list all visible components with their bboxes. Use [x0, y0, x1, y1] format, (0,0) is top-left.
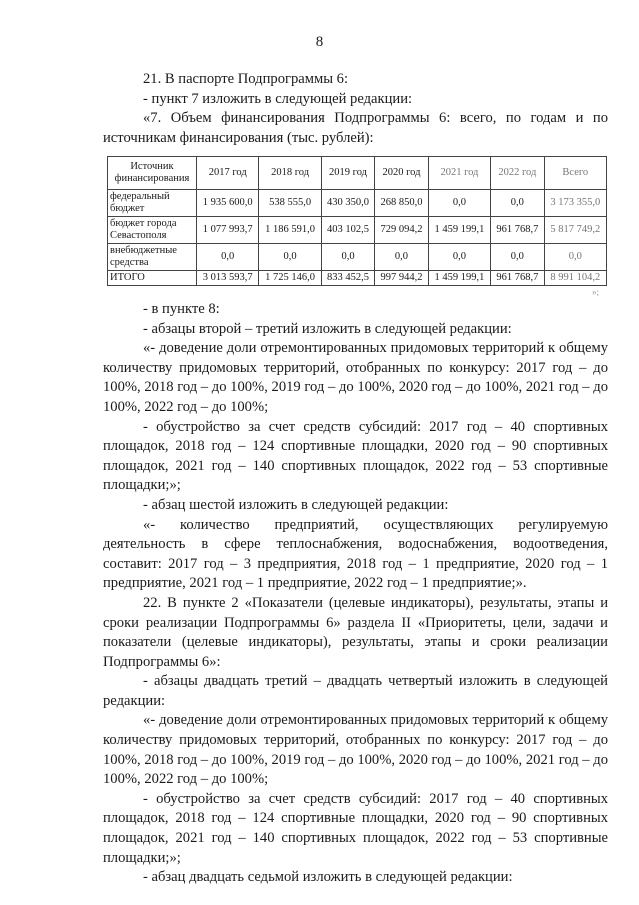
table-cell: 403 102,5 — [321, 217, 374, 244]
paragraph: - в пункте 8: — [143, 301, 220, 317]
intro-block — [103, 70, 608, 148]
table-cell: 538 555,0 — [259, 190, 321, 217]
paragraph: - обустройство за счет средств субсидий: 2017 год – 40 спортивных площадок, 2018 год – 124 спортивные площадки, 2020 год – 90 спортивных площадок, 2021 год – 140 спортивных площадок, 2022 год – 53 спортивные площадки;»; — [103, 418, 608, 494]
header-cell: Источник финансирования — [108, 157, 197, 190]
body-text — [103, 300, 608, 888]
table-cell: 0,0 — [428, 244, 490, 271]
paragraph: - обустройство за счет средств субсидий: 2017 год – 40 спортивных площадок, 2018 год – 124 спортивные площадки, 2020 год – 90 спортивных площадок, 2021 год – 140 спортивных площадок, 2022 год – 53 спортивные площадки;»; — [103, 790, 608, 866]
table-cell: 0,0 — [197, 244, 259, 271]
table-header-row — [108, 157, 607, 190]
table-cell: 430 350,0 — [321, 190, 374, 217]
table-row — [108, 190, 607, 217]
row-label: ИТОГО — [108, 271, 197, 286]
header-cell: Всего — [544, 157, 606, 190]
table-cell: 0,0 — [491, 244, 544, 271]
header-cell: 2018 год — [259, 157, 321, 190]
table-cell: 268 850,0 — [375, 190, 428, 217]
header-cell: 2020 год — [375, 157, 428, 190]
paragraph: «- доведение доли отремонтированных придомовых территорий к общему количеству придомовых территорий, отобранных по конкурсу: 2017 год – до 100%, 2018 год – до 100%, 2019 год – до 100%, 2020 год – до 100%, 2021 год – до 100%, 2022 год – до 100%; — [103, 340, 608, 415]
table-cell: 729 094,2 — [375, 217, 428, 244]
row-label: бюджет города Севастополя — [108, 217, 197, 244]
table-cell: 1 186 591,0 — [259, 217, 321, 244]
table-cell: 0,0 — [321, 244, 374, 271]
table-cell: 833 452,5 — [321, 271, 374, 286]
table-closing-mark: »; — [592, 287, 600, 297]
table-cell: 1 077 993,7 — [197, 217, 259, 244]
intro-line: 21. В паспорте Подпрограммы 6: — [143, 71, 349, 87]
table-cell: 3 013 593,7 — [197, 271, 259, 286]
table-row — [108, 217, 607, 244]
row-label: федеральный бюджет — [108, 190, 197, 217]
table-cell: 1 459 199,1 — [428, 271, 490, 286]
header-cell: 2019 год — [321, 157, 374, 190]
table-row — [108, 244, 607, 271]
table-cell: 1 935 600,0 — [197, 190, 259, 217]
table-cell: 0,0 — [544, 244, 606, 271]
table-cell: 5 817 749,2 — [544, 217, 606, 244]
table-cell: 997 944,2 — [375, 271, 428, 286]
intro-line: «7. Объем финансирования Подпрограммы 6: всего, по годам и по источникам финансирования (тыс. рублей): — [103, 110, 608, 146]
row-label: внебюджетные средства — [108, 244, 197, 271]
paragraph: - абзацы двадцать третий – двадцать четвертый изложить в следующей редакции: — [103, 673, 608, 709]
header-cell: 2022 год — [491, 157, 544, 190]
header-cell: 2021 год — [428, 157, 490, 190]
table-row — [108, 271, 607, 286]
financing-table — [107, 156, 607, 286]
table-cell: 0,0 — [375, 244, 428, 271]
paragraph: 22. В пункте 2 «Показатели (целевые индикаторы), результаты, этапы и сроки реализации Подпрограммы 6» раздела II «Приоритеты, цели, задачи и показатели (целевые индикаторы), результаты, этапы и сроки реализации Подпрограммы 6»: — [103, 594, 608, 670]
table-cell: 0,0 — [491, 190, 544, 217]
paragraph: - абзац шестой изложить в следующей редакции: — [143, 496, 449, 513]
table-cell: 1 459 199,1 — [428, 217, 490, 244]
table-cell: 0,0 — [428, 190, 490, 217]
table-cell: 3 173 355,0 — [544, 190, 606, 217]
intro-line: - пункт 7 изложить в следующей редакции: — [143, 90, 413, 107]
table-cell: 961 768,7 — [491, 271, 544, 286]
paragraph: - абзац двадцать седьмой изложить в следующей редакции: — [143, 869, 513, 886]
header-cell: 2017 год — [197, 157, 259, 190]
table-cell: 0,0 — [259, 244, 321, 271]
paragraph: - абзацы второй – третий изложить в следующей редакции: — [143, 320, 512, 337]
page-number: 8 — [315, 34, 324, 50]
table-cell: 1 725 146,0 — [259, 271, 321, 286]
paragraph: «- количество предприятий, осуществляющих регулируемую деятельность в сфере теплоснабжения, водоснабжения, водоотведения, составит: 2017 год – 3 предприятия, 2018 год – 1 предприятие, 2020 год – 1 предприятие, 2021 год – 1 предприятие, 2022 год – 1 предприятие;». — [103, 516, 608, 592]
paragraph: «- доведение доли отремонтированных придомовых территорий к общему количеству придомовых территорий, отобранных по конкурсу: 2017 год – до 100%, 2018 год – до 100%, 2019 год – до 100%, 2020 год – до 100%, 2021 год – до 100%, 2022 год – до 100%; — [103, 712, 608, 788]
table-cell: 961 768,7 — [491, 217, 544, 244]
table-cell: 8 991 104,2 — [544, 271, 606, 286]
